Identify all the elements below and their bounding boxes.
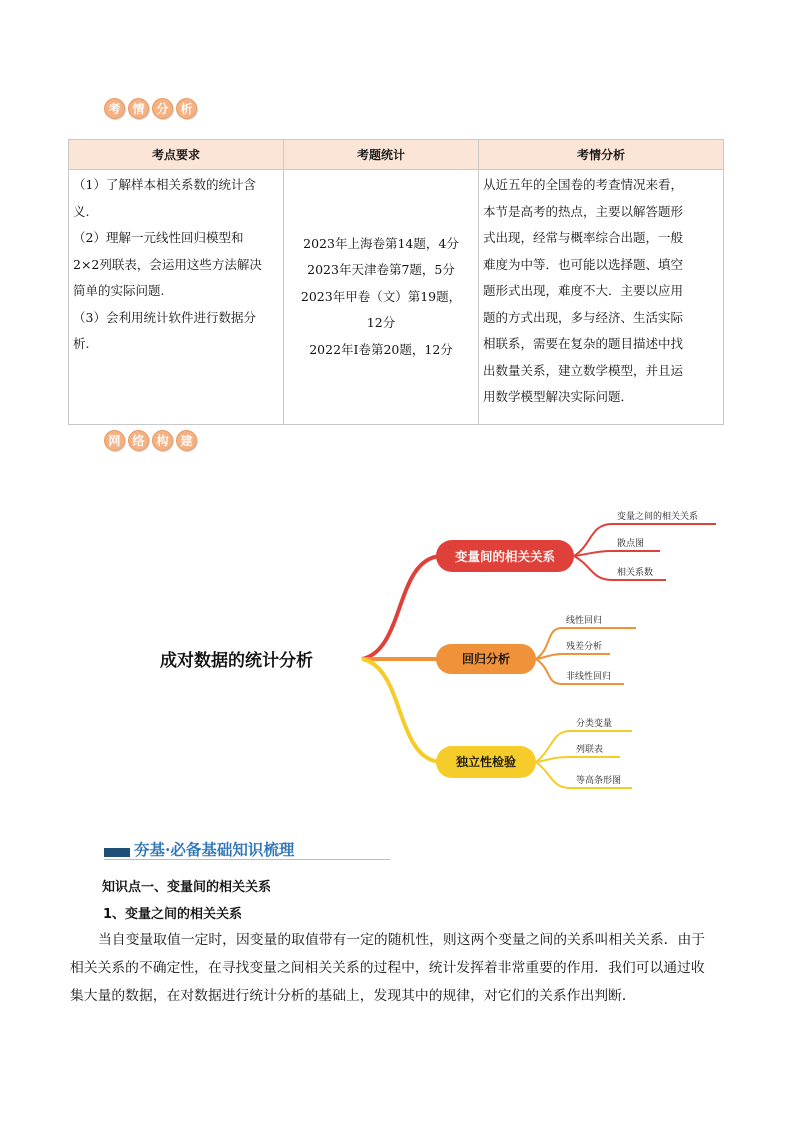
paragraph-line: 相关关系的不确定性，在寻找变量之间相关关系的过程中，统计发挥着非常重要的作用．我们可以通过收: [70, 960, 705, 976]
header-statistics: 考题统计: [284, 140, 479, 170]
requirements-line: 义.: [73, 203, 90, 219]
statistics-line: 2022年I卷第20题，12分: [309, 341, 453, 357]
analysis-line: 题形式出现，难度不大．主要以应用: [483, 283, 684, 298]
knowledge-mindmap: [0, 490, 794, 810]
leaf-label: 散点图: [617, 539, 645, 549]
table-header-row: [69, 140, 724, 170]
statistics-line: 12分: [366, 315, 396, 331]
exam-analysis-table: [68, 139, 724, 425]
mindmap-root: 成对数据的统计分析: [160, 651, 313, 671]
section-badge-network: [104, 430, 197, 451]
badge-char: 构: [152, 430, 173, 451]
branch-2-label: 回归分析: [461, 652, 511, 666]
paragraph-line: 当自变量取值一定时，因变量的取值带有一定的随机性，则这两个变量之间的关系叫相关关系．由于: [98, 932, 706, 948]
knowledge-subtitle: 1、变量之间的相关关系: [103, 907, 243, 922]
badge-char: 建: [176, 430, 197, 451]
badge-char: 分: [152, 98, 173, 119]
leaf-label: 非线性回归: [566, 672, 612, 682]
badge-char: 情: [128, 98, 149, 119]
requirements-line: （3）会利用统计软件进行数据分: [73, 309, 256, 325]
leaf-label: 残差分析: [566, 642, 603, 652]
leaf-label: 线性回归: [566, 616, 603, 626]
leaf-label: 列联表: [576, 745, 604, 755]
analysis-line: 式出现，经常与概率综合出题，一般: [483, 230, 684, 245]
analysis-line: 从近五年的全国卷的考查情况来看，: [483, 177, 684, 192]
branch-1-label: 变量间的相关关系: [454, 549, 556, 564]
analysis-line: 相联系，需要在复杂的题目描述中找: [483, 336, 684, 351]
analysis-line: 难度为中等．也可能以选择题、填空: [483, 256, 684, 272]
knowledge-point-title: 知识点一、变量间的相关关系: [102, 880, 272, 895]
requirements-cell: [69, 170, 284, 425]
header-analysis: 考情分析: [479, 140, 724, 170]
knowledge-paragraph: [70, 926, 720, 1010]
analysis-line: 题的方式出现，多与经济、生活实际: [483, 309, 684, 325]
leaf-connector: [536, 654, 610, 659]
leaf-label: 相关系数: [617, 568, 654, 578]
requirements-line: （2）理解一元线性回归模型和: [73, 230, 244, 245]
connector-branch-3: [362, 659, 440, 762]
table-row: [69, 170, 724, 425]
badge-char: 考: [104, 98, 125, 119]
analysis-line: 用数学模型解决实际问题．: [483, 389, 634, 404]
branch-3-label: 独立性检验: [455, 755, 517, 769]
section-marker: [104, 848, 130, 857]
connector-branch-1: [362, 556, 440, 659]
leaf-label: 变量之间的相关关系: [617, 512, 699, 522]
leaf-label: 等高条形图: [576, 776, 622, 786]
section-badge-analysis: [104, 98, 197, 119]
leaf-label: 分类变量: [576, 719, 613, 729]
badge-char: 析: [176, 98, 197, 119]
section-header: [104, 838, 390, 862]
statistics-line: 2023年甲卷（文）第19题，: [300, 288, 462, 304]
analysis-cell: [479, 170, 724, 425]
leaf-connector: [574, 551, 660, 556]
statistics-cell: [284, 170, 479, 425]
header-requirements: 考点要求: [69, 140, 284, 170]
section-title: 夯基·必备基础知识梳理: [134, 840, 295, 859]
requirements-line: 简单的实际问题.: [73, 283, 165, 298]
analysis-line: 本节是高考的热点，主要以解答题形: [483, 203, 684, 219]
requirements-line: （1）了解样本相关系数的统计含: [73, 177, 256, 192]
requirements-line: 析.: [73, 336, 90, 351]
badge-char: 络: [128, 430, 149, 451]
badge-char: 网: [104, 430, 125, 451]
statistics-line: 2023年天津卷第7题，5分: [307, 262, 455, 278]
leaf-connector: [536, 757, 620, 762]
statistics-line: 2023年上海卷第14题，4分: [303, 235, 459, 251]
analysis-line: 出数量关系，建立数学模型，并且运: [483, 362, 684, 378]
paragraph-line: 集大量的数据，在对数据进行统计分析的基础上，发现其中的规律，对它们的关系作出判断．: [70, 988, 636, 1004]
requirements-line: 2×2列联表，会运用这些方法解决: [73, 256, 262, 272]
